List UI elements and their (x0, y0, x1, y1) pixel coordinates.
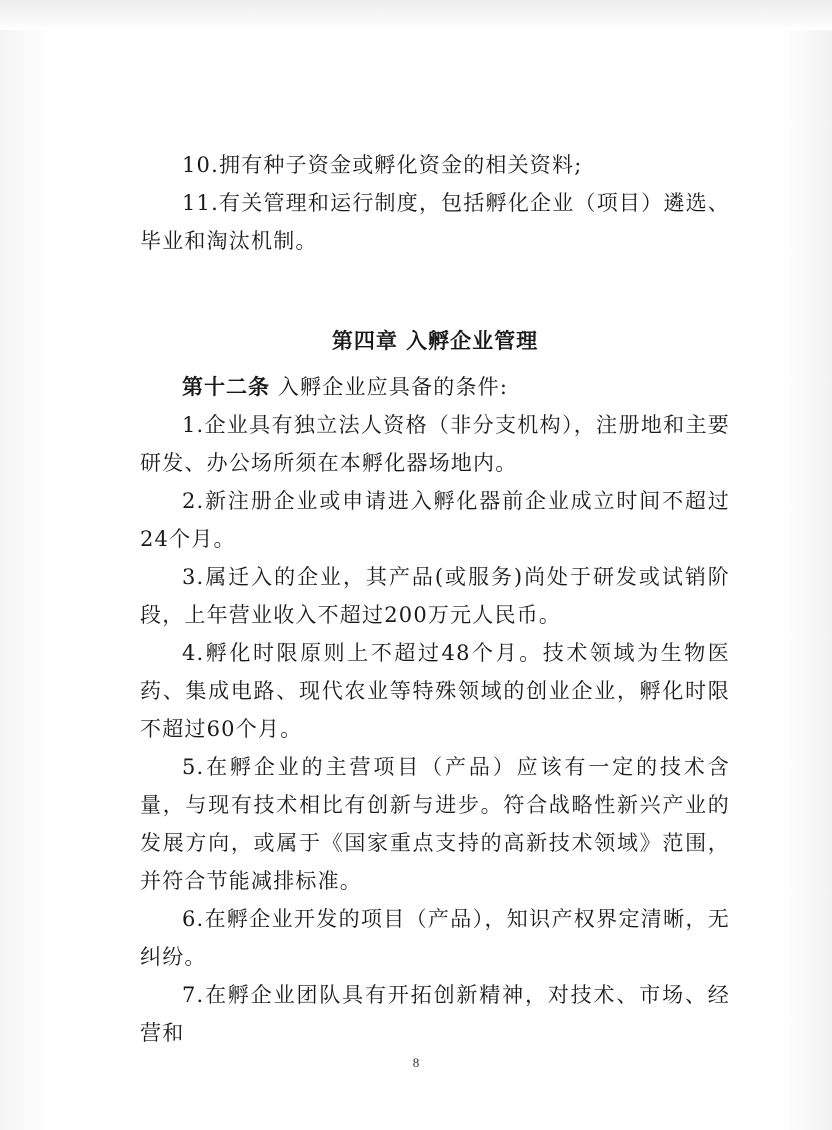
scan-shadow (0, 0, 832, 30)
chapter-heading: 第四章 入孵企业管理 (331, 329, 539, 353)
document-body (140, 146, 730, 1052)
condition-item-1: 1.企业具有独立法人资格（非分支机构），注册地和主要研发、办公场所须在本孵化器场地内。 (140, 413, 730, 475)
list-item-10: 10.拥有种子资金或孵化资金的相关资料; (182, 153, 583, 177)
condition-item-6: 6.在孵企业开发的项目（产品），知识产权界定清晰，无纠纷。 (140, 907, 730, 969)
article-12 (140, 368, 730, 406)
condition-item-4: 4.孵化时限原则上不超过48个月。技术领域为生物医药、集成电路、现代农业等特殊领域的创业企业，孵化时限不超过60个月。 (140, 641, 730, 741)
article-intro: 入孵企业应具备的条件: (270, 375, 509, 399)
page-number: 8 (412, 1055, 420, 1070)
article-number: 第十二条 (182, 375, 270, 399)
condition-item-5: 5.在孵企业的主营项目（产品）应该有一定的技术含量，与现有技术相比有创新与进步。符合战略性新兴产业的发展方向，或属于《国家重点支持的高新技术领域》范围，并符合节能减排标准。 (140, 755, 730, 893)
condition-item-2: 2.新注册企业或申请进入孵化器前企业成立时间不超过24个月。 (140, 489, 730, 551)
condition-item-7: 7.在孵企业团队具有开拓创新精神，对技术、市场、经营和 (140, 983, 730, 1045)
list-item-11: 11.有关管理和运行制度，包括孵化企业（项目）遴选、毕业和淘汰机制。 (140, 191, 730, 253)
condition-item-3: 3.属迁入的企业，其产品(或服务)尚处于研发或试销阶段，上年营业收入不超过200万元人民币。 (140, 565, 730, 627)
